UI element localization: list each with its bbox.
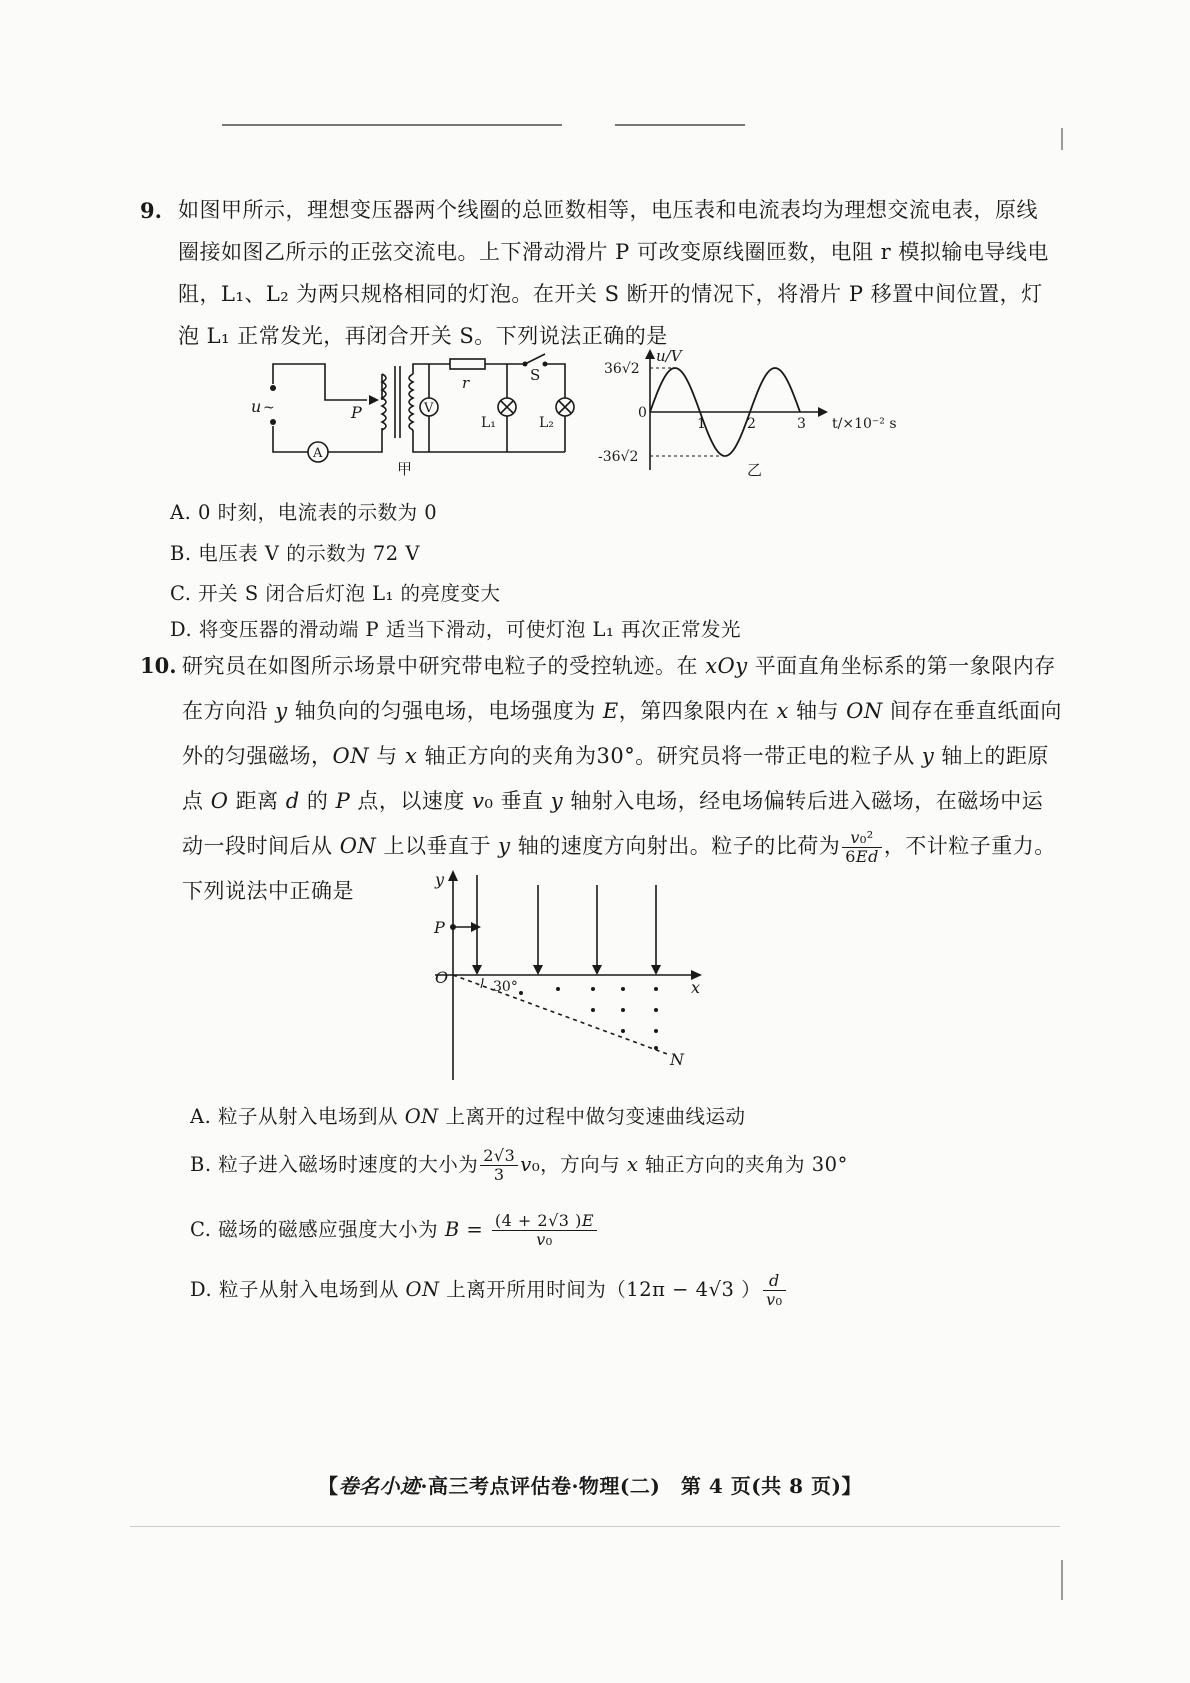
chart-ytick-label: -36√2 <box>598 449 639 465</box>
axis-y-label: y <box>435 870 445 889</box>
scan-top-rule <box>222 124 562 126</box>
origin-label: O <box>435 968 449 987</box>
chart-xlabel: t/×10⁻² s <box>832 416 897 432</box>
field-diagram <box>425 865 725 1085</box>
circuit-r-label: r <box>462 374 470 392</box>
point-n-label: N <box>670 1050 684 1069</box>
question-9-text: 如图甲所示，理想变压器两个线圈的总匝数相等，电压表和电流表均为理想交流电表，原线圈接如图乙所示的正弦交流电。上下滑动滑片 P 可改变原线圈匝数，电阻 r 模拟输电导线电阻，L₁、L₂ 为两只规格相同的灯泡。在开关 S 断开的情况下，将滑片 P 移置中间位置，灯泡 L₁ 正常发光，再闭合开关 S。下列说法正确的是 <box>178 198 1049 348</box>
point-p-label: P <box>434 918 445 937</box>
sine-wave-chart <box>598 345 897 480</box>
q9-option-a: A. 0 时刻，电流表的示数为 0 <box>170 501 438 524</box>
circuit-p-label: P <box>351 403 362 422</box>
circuit-v-label: V <box>424 401 434 416</box>
chart-xtick-label: 2 <box>747 416 756 432</box>
scan-bottom-rule <box>130 1526 1060 1527</box>
q10-option-c: C. 磁场的磁感应强度大小为 B = $\frac{(4 + 2√3 )E}{\text{v₀}}$ <box>190 1212 599 1249</box>
chart-caption: 乙 <box>747 461 763 479</box>
circuit-a-label: A <box>313 446 323 461</box>
chart-y-arrow <box>645 349 655 359</box>
chart-x-arrow <box>818 407 828 417</box>
page-footer <box>318 1470 862 1499</box>
question-10-number: 10. <box>140 653 177 678</box>
circuit-l2-label: L₂ <box>539 415 554 431</box>
question-10-text: 研究员在如图所示场景中研究带电粒子的受控轨迹。在 xOy 平面直角坐标系的第一象限内存在方向沿 y 轴负向的匀强电场，电场强度为 E，第四象限内在 x 轴与 ON 间存在垂直纸面向外的匀强磁场，ON 与 x 轴正方向的夹角为30°。研究员将一带正电的粒子从 y 轴上的距原点 O 距离 d 的 P 点，以速度 v₀ 垂直 y 轴射入电场，经电场偏转后进入磁场，在磁场中运动一段时间后从 ON 上以垂直于 y 轴的速度方向射出。粒子的比荷为 $\frac{\text{v₀²}}{6Ed}$ ，不计粒子重力。下列说法中正确是 <box>182 654 1062 903</box>
q9-option-d: D. 将变压器的滑动端 P 适当下滑动，可使灯泡 L₁ 再次正常发光 <box>170 618 742 641</box>
chart-origin-label: 0 <box>638 405 647 421</box>
circuit-l1-label: L₁ <box>481 415 496 431</box>
circuit-u-label: u <box>251 397 262 416</box>
footer-bracket: 【 <box>318 1474 339 1498</box>
chart-ylabel: u/V <box>656 347 682 365</box>
scan-top-rule-2 <box>615 124 745 126</box>
chart-ytick-label: 36√2 <box>604 361 640 377</box>
q10-option-b: B. 粒子进入磁场时速度的大小为 $\frac{2√3}{3}$ v₀，方向与 x 轴正方向的夹角为 30° <box>190 1146 848 1184</box>
axis-x-label: x <box>691 978 701 997</box>
chart-xtick-label: 3 <box>797 416 806 432</box>
question-9-number: 9. <box>140 198 162 223</box>
angle-label: 30° <box>493 979 518 995</box>
brand-logo: 卷名小迹 <box>338 1474 421 1498</box>
q10-option-a: A. 粒子从射入电场到从 ON 上离开的过程中做匀变速曲线运动 <box>190 1105 746 1128</box>
q9-option-b: B. 电压表 V 的示数为 72 V <box>170 542 420 565</box>
circuit-diagram <box>245 350 590 485</box>
q9-option-c: C. 开关 S 闭合后灯泡 L₁ 的亮度变大 <box>170 582 501 605</box>
chart-xtick-label: 1 <box>697 416 706 432</box>
circuit-s-label: S <box>530 366 541 384</box>
scan-edge-mark-2 <box>1061 1560 1063 1600</box>
circuit-caption: 甲 <box>397 460 413 478</box>
q10-option-d: D. 粒子从射入电场到从 ON 上离开所用时间为（12π − 4√3 ） $\frac{d}{\text{v₀}}$ <box>190 1272 788 1309</box>
circuit-tilde: ~ <box>263 400 275 416</box>
footer-text: ·高三考点评估卷·物理(二) 第 4 页(共 8 页)】 <box>420 1474 862 1498</box>
scan-edge-mark <box>1061 128 1063 150</box>
